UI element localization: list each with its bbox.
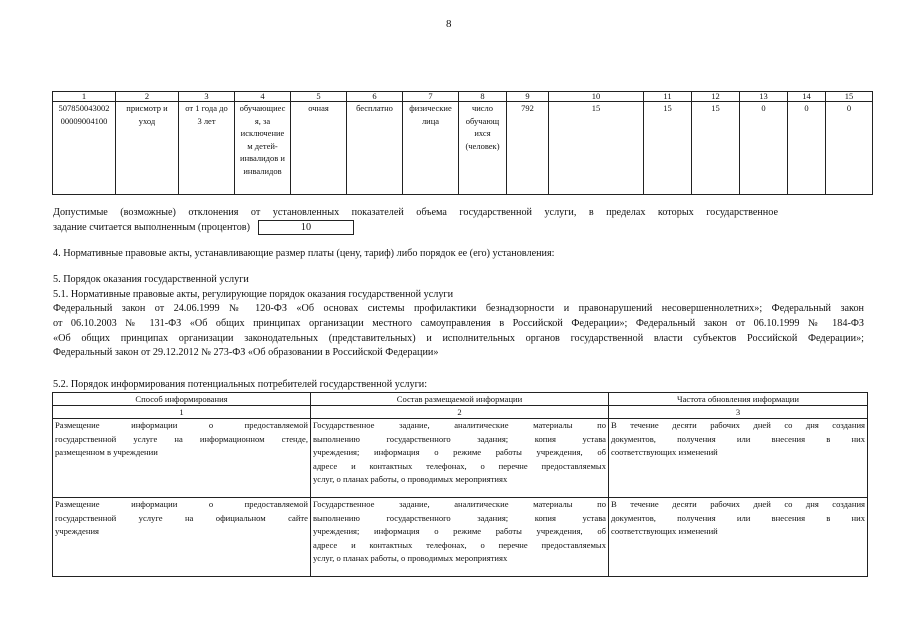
service-volume-table: [52, 91, 873, 195]
unit-code-cell: 792: [507, 102, 549, 195]
deviation-value-box: 10: [258, 220, 354, 235]
service-content-cell: присмотр и уход: [116, 102, 179, 195]
section-5-1-text-line: от 06.10.2003 № 131-ФЗ «Об общих принципах организации местного самоуправления в Российской Федерации»; Федеральный закон от 06.10.1999 № 184-ФЗ: [53, 318, 864, 329]
column-number: 1: [53, 406, 311, 419]
column-number: 1: [53, 92, 116, 102]
column-number: 7: [403, 92, 459, 102]
category-cell: обучающиес я, за исключение м детей- инвалидов и инвалидов: [235, 102, 291, 195]
section-5-1-text-line: Федеральный закон от 29.12.2012 № 273-ФЗ «Об образовании в Российской Федерации»: [53, 347, 439, 358]
table-header-row: [53, 393, 868, 406]
section-5-heading: 5. Порядок оказания государственной услуги: [53, 274, 249, 285]
frequency-cell: В течение десяти рабочих дней со дня создания документов, получения или внесения в них соответствующих изменений: [609, 419, 868, 498]
column-number: 6: [347, 92, 403, 102]
indicator-cell: число обучающ ихся (человек): [459, 102, 507, 195]
column-number: 4: [235, 92, 291, 102]
value-cell: 15: [549, 102, 644, 195]
consumer-cell: физические лица: [403, 102, 459, 195]
section-5-1-text-line: Федеральный закон от 24.06.1999 № 120-ФЗ «Об основах системы профилактики безнадзорности и правонарушений несовершеннолетних»; Федеральный закон: [53, 303, 864, 314]
content-cell: Государственное задание, аналитические материалы по выполнению государственного задания; копия устава учреждения; информация о режиме работы учреждения, об адресе и контактных телефонах, о перечне предоставляемых услуг, о планах работы, о проводимых мероприятиях: [311, 498, 609, 577]
table-header-row: [53, 92, 873, 102]
deviation-text-line1: Допустимые (возможные) отклонения от установленных показателей объема государственной услуги, в пределах которых государственное: [53, 207, 778, 218]
column-number: 8: [459, 92, 507, 102]
section-5-2-heading: 5.2. Порядок информирования потенциальных потребителей государственной услуги:: [53, 379, 428, 390]
table-number-row: [53, 406, 868, 419]
column-number: 13: [740, 92, 788, 102]
column-number: 2: [116, 92, 179, 102]
payment-cell: бесплатно: [347, 102, 403, 195]
value-cell: 15: [644, 102, 692, 195]
registry-number-cell: 507850043002 00009004100: [53, 102, 116, 195]
column-header: Способ информирования: [53, 393, 311, 406]
section-5-1-text-line: «Об общих принципах организации законодательных (представительных) и исполнительных органов государственной власти субъектов Российской Федерации»;: [53, 333, 864, 344]
form-cell: очная: [291, 102, 347, 195]
method-cell: Размещение информации о предоставляемой государственной услуге на информационном стенде, размещенном в учреждении: [53, 419, 311, 498]
column-number: 12: [692, 92, 740, 102]
column-number: 5: [291, 92, 347, 102]
method-cell: Размещение информации о предоставляемой государственной услуге на официальном сайте учреждения: [53, 498, 311, 577]
table-row: [53, 419, 868, 498]
deviation-text-line2: задание считается выполненным (процентов) 10: [53, 220, 354, 235]
value-cell: 0: [826, 102, 873, 195]
column-number: 11: [644, 92, 692, 102]
column-number: 2: [311, 406, 609, 419]
value-cell: 15: [692, 102, 740, 195]
column-number: 3: [609, 406, 868, 419]
table-row: [53, 102, 873, 195]
column-number: 15: [826, 92, 873, 102]
page-number: 8: [446, 18, 452, 30]
value-cell: 0: [740, 102, 788, 195]
value-cell: 0: [788, 102, 826, 195]
column-number: 3: [179, 92, 235, 102]
section-4-heading: 4. Нормативные правовые акты, устанавливающие размер платы (цену, тариф) либо порядок ее (его) установления:: [53, 248, 555, 259]
column-number: 9: [507, 92, 549, 102]
table-row: [53, 498, 868, 577]
column-number: 14: [788, 92, 826, 102]
section-5-1-heading: 5.1. Нормативные правовые акты, регулирующие порядок оказания государственной услуги: [53, 289, 454, 300]
content-cell: Государственное задание, аналитические материалы по выполнению государственного задания; копия устава учреждения; информация о режиме работы учреждения, об адресе и контактных телефонах, о перечне предоставляемых услуг, о планах работы, о проводимых мероприятиях: [311, 419, 609, 498]
age-cell: от 1 года до 3 лет: [179, 102, 235, 195]
column-number: 10: [549, 92, 644, 102]
column-header: Частота обновления информации: [609, 393, 868, 406]
informing-table: [52, 392, 868, 577]
frequency-cell: В течение десяти рабочих дней со дня создания документов, получения или внесения в них соответствующих изменений: [609, 498, 868, 577]
column-header: Состав размещаемой информации: [311, 393, 609, 406]
